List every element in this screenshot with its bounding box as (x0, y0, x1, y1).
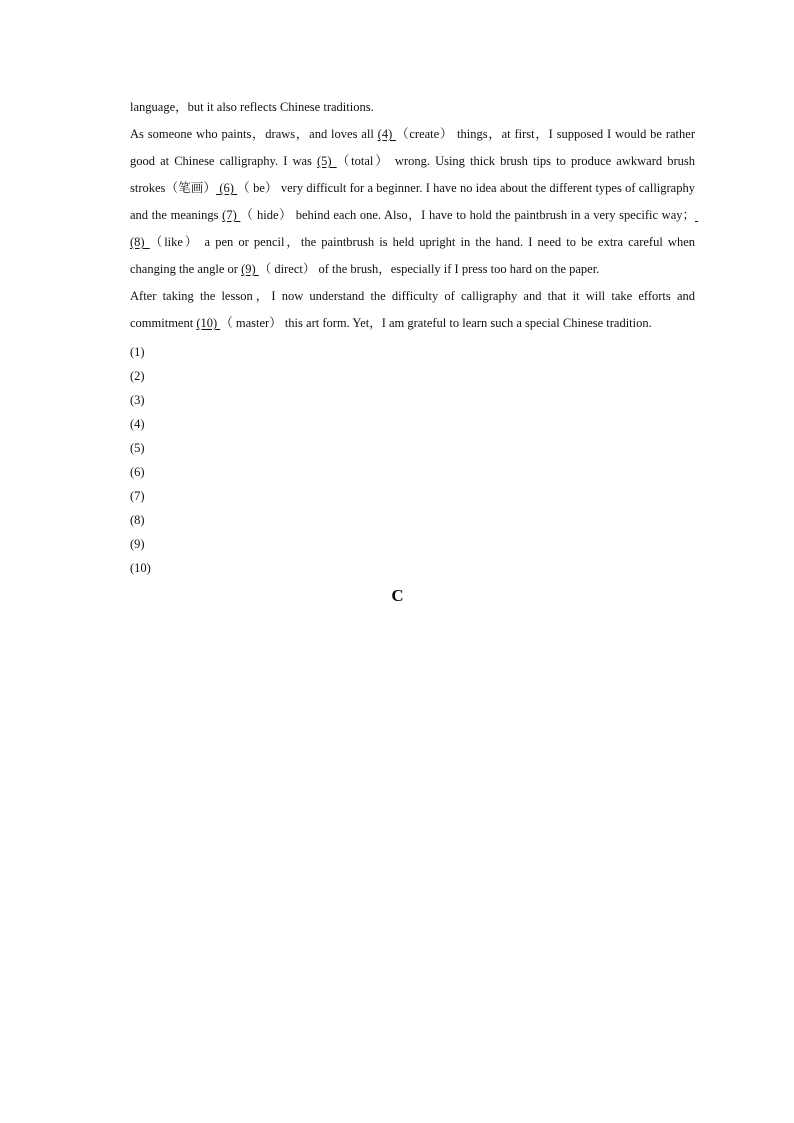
document-page (130, 94, 699, 606)
answer-item: (7) (130, 489, 145, 503)
answer-item: (1) (130, 345, 145, 359)
answer-item: (2) (130, 369, 145, 383)
passage-text: （like） a pen or pencil，the paintbrush is held upright in the hand. I need to be extra careful when changing the angle or (130, 235, 699, 276)
answer-item: (10) (130, 561, 151, 575)
passage-text: （ direct） of the brush，especially if I press too hard on the paper. (258, 262, 600, 276)
fill-in-blank: (5) (317, 154, 337, 168)
passage-text: After taking the lesson，I now understand the difficulty of calligraphy and that it will take efforts and commitment (130, 289, 699, 330)
passage-paragraph (130, 283, 699, 337)
answer-list (130, 340, 695, 580)
fill-in-blank: (4) (377, 127, 397, 141)
answer-item: (4) (130, 417, 145, 431)
passage-text: （ hide） behind each one. Also，I have to hold the paintbrush in a very specific way； (240, 208, 695, 222)
answer-item: (6) (130, 465, 145, 479)
fill-in-blank: (6) (216, 181, 238, 195)
passage-text: As someone who paints，draws，and loves all (130, 127, 378, 141)
passage-text: （ master） this art form. Yet，I am grateful to learn such a special Chinese tradition. (220, 316, 652, 330)
answer-item: (9) (130, 537, 145, 551)
passage-text: （create） things，at first，I supposed I would be rather good at Chinese calligraphy. I was (130, 127, 699, 168)
passage-text: （total） wrong. Using thick brush tips to produce awkward brush strokes（笔画） (130, 154, 699, 195)
answer-item: (8) (130, 513, 145, 527)
section-title: C (391, 586, 404, 605)
passage-text: （ be） very difficult for a beginner. I have no idea about the different types of calligraphy and the meanings (130, 181, 699, 222)
reading-passage (130, 94, 699, 337)
passage-text: language，but it also reflects Chinese traditions. (130, 100, 374, 114)
passage-paragraph (130, 94, 695, 121)
fill-in-blank: (7) (222, 208, 241, 222)
passage-paragraph (130, 121, 699, 283)
fill-in-blank: (10) (196, 316, 221, 330)
answer-item: (5) (130, 441, 145, 455)
answer-item: (3) (130, 393, 145, 407)
fill-in-blank: (9) (241, 262, 259, 276)
fill-in-blank: (8) (130, 208, 699, 249)
